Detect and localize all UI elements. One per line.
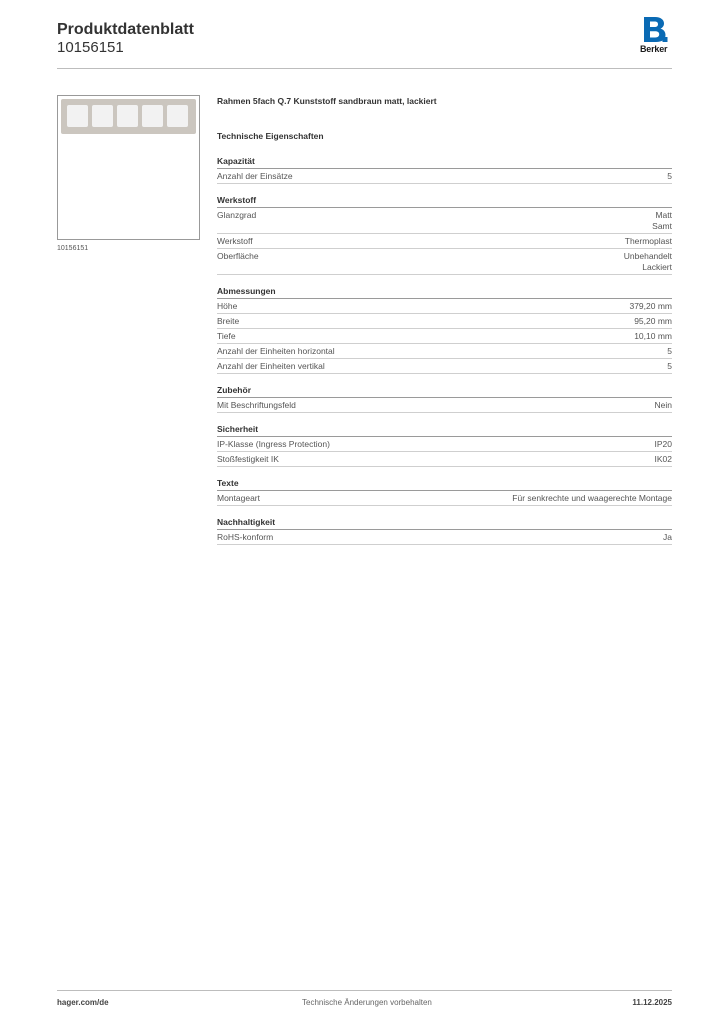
property-value — [652, 210, 672, 232]
property-row — [217, 329, 672, 344]
property-value-line: 95,20 mm — [634, 315, 672, 326]
product-image-caption: 10156151 — [57, 245, 89, 252]
property-value-line: Unbehandelt — [623, 250, 672, 261]
property-value-line: Lackiert — [642, 261, 672, 272]
header-divider — [57, 68, 672, 69]
property-row — [217, 299, 672, 314]
footer-date: 11.12.2025 — [632, 998, 672, 1007]
property-value — [663, 532, 672, 543]
frame-illustration — [61, 99, 196, 134]
section-title: Abmessungen — [217, 285, 672, 299]
property-row — [217, 359, 672, 374]
property-value — [655, 439, 673, 450]
section-title: Werkstoff — [217, 194, 672, 208]
property-value — [624, 251, 672, 273]
property-sections — [217, 155, 672, 545]
property-value-line: Matt — [655, 209, 672, 220]
frame-slot — [92, 105, 113, 127]
property-row — [217, 437, 672, 452]
property-label: Anzahl der Einsätze — [217, 170, 293, 181]
property-value — [667, 346, 672, 357]
property-label: IP-Klasse (Ingress Protection) — [217, 438, 330, 449]
footer-website: hager.com/de — [57, 998, 109, 1007]
property-value — [667, 171, 672, 182]
property-row — [217, 169, 672, 184]
property-row — [217, 344, 672, 359]
property-row — [217, 249, 672, 275]
property-row — [217, 398, 672, 413]
footer-divider — [57, 990, 672, 991]
section-0 — [217, 155, 672, 184]
property-value-line: 379,20 mm — [629, 300, 672, 311]
property-value — [655, 454, 673, 465]
property-value — [655, 400, 672, 411]
property-label: Tiefe — [217, 330, 236, 341]
section-title: Texte — [217, 477, 672, 491]
section-4 — [217, 423, 672, 467]
property-row — [217, 491, 672, 506]
property-value — [625, 236, 672, 247]
technical-properties-heading: Technische Eigenschaften — [217, 131, 324, 141]
section-title: Sicherheit — [217, 423, 672, 437]
logo-wordmark: Berker — [640, 44, 668, 54]
page-title: Produktdatenblatt — [57, 21, 194, 38]
frame-slot — [142, 105, 163, 127]
section-2 — [217, 285, 672, 374]
property-label: Mit Beschriftungsfeld — [217, 399, 296, 410]
section-1 — [217, 194, 672, 275]
property-value — [667, 361, 672, 372]
property-value-line: Samt — [652, 220, 672, 231]
property-value — [634, 331, 672, 342]
product-image — [57, 95, 200, 240]
property-label: Anzahl der Einheiten vertikal — [217, 360, 325, 371]
property-value-line: 5 — [667, 170, 672, 181]
property-value — [634, 316, 672, 327]
property-value-line: 10,10 mm — [634, 330, 672, 341]
product-name: Rahmen 5fach Q.7 Kunststoff sandbraun matt, lackiert — [217, 96, 437, 106]
brand-logo — [640, 17, 674, 55]
property-value — [512, 493, 672, 504]
property-row — [217, 530, 672, 545]
product-details — [217, 95, 672, 545]
property-label: Werkstoff — [217, 235, 253, 246]
property-row — [217, 452, 672, 467]
property-value-line: 5 — [667, 360, 672, 371]
property-label: Oberfläche — [217, 250, 259, 261]
property-value-line: 5 — [667, 345, 672, 356]
property-value-line: Ja — [663, 531, 672, 542]
footer-notice: Technische Änderungen vorbehalten — [302, 998, 432, 1007]
section-5 — [217, 477, 672, 506]
property-label: Breite — [217, 315, 240, 326]
section-title: Kapazität — [217, 155, 672, 169]
frame-slot — [167, 105, 188, 127]
frame-slot — [67, 105, 88, 127]
article-number: 10156151 — [57, 39, 124, 56]
property-value-line: Nein — [654, 399, 672, 410]
section-3 — [217, 384, 672, 413]
frame-slot — [117, 105, 138, 127]
property-row — [217, 208, 672, 234]
section-6 — [217, 516, 672, 545]
property-row — [217, 314, 672, 329]
property-value-line: Thermoplast — [624, 235, 672, 246]
property-value-line: IK02 — [654, 453, 672, 464]
property-value-line: IP20 — [654, 438, 672, 449]
property-value — [629, 301, 672, 312]
property-label: Glanzgrad — [217, 209, 257, 220]
property-row — [217, 234, 672, 249]
property-label: Anzahl der Einheiten horizontal — [217, 345, 335, 356]
berker-logo-icon — [642, 17, 668, 43]
property-value-line: Für senkrechte und waagerechte Montage — [512, 492, 672, 503]
section-title: Zubehör — [217, 384, 672, 398]
property-label: Montageart — [217, 492, 260, 503]
section-title: Nachhaltigkeit — [217, 516, 672, 530]
property-label: Stoßfestigkeit IK — [217, 453, 279, 464]
property-label: Höhe — [217, 300, 238, 311]
property-label: RoHS-konform — [217, 531, 274, 542]
